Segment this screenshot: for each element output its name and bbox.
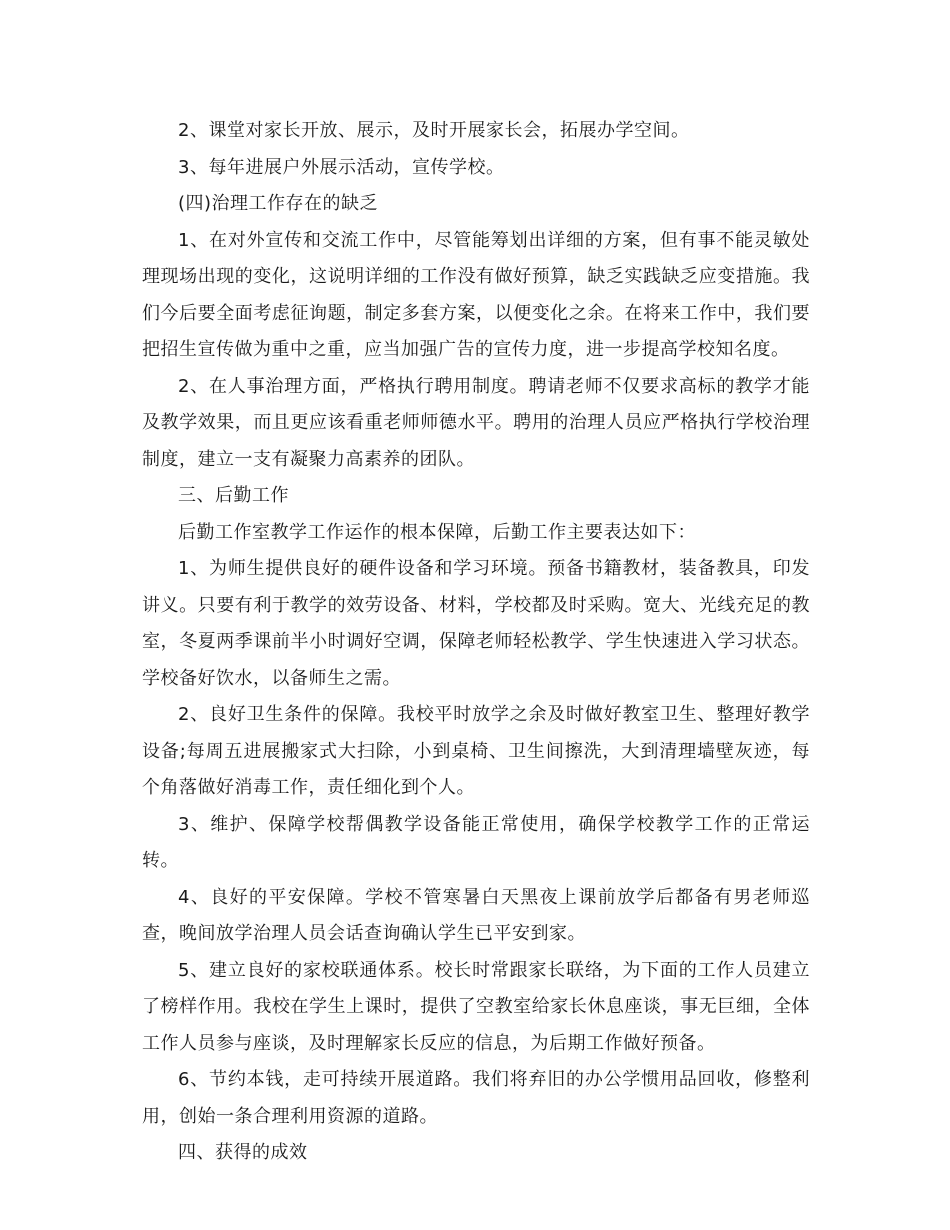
paragraph-cost-saving: 6、节约本钱，走可持续开展道路。我们将弃旧的办公学惯用品回收，修整利用，创始一条合理利用资源的道路。	[142, 1069, 810, 1127]
paragraph-safety: 4、良好的平安保障。学校不管寒暑白天黑夜上课前放学后都备有男老师巡查，晚间放学治理人员会话查询确认学生已平安到家。	[142, 886, 810, 944]
section-heading-management-shortcomings: (四)治理工作存在的缺乏	[178, 193, 379, 214]
paragraph-outdoor-activities: 3、每年进展户外展示活动，宣传学校。	[178, 156, 505, 178]
section-heading-achievements: 四、获得的成效	[178, 1142, 308, 1163]
paragraph-open-classroom: 2、课堂对家长开放、展示，及时开展家长会，拓展办学空间。	[178, 120, 690, 141]
paragraph-hardware-environment: 1、为师生提供良好的硬件设备和学习环境。预备书籍教材，装备教具，印发讲义。只要有利于教学的效劳设备、材料，学校都及时采购。宽大、光线充足的教室，冬夏两季课前半小时调好空调，保障老师轻松教学、学生快速进入学习状态。学校备好饮水，以备师生之需。	[142, 558, 810, 689]
paragraph-logistics-intro: 后勤工作室教学工作运作的根本保障，后勤工作主要表达如下：	[178, 521, 696, 543]
paragraph-equipment-maintenance: 3、维护、保障学校帮偶教学设备能正常使用，确保学校教学工作的正常运转。	[142, 813, 810, 871]
paragraph-publicity-shortcoming: 1、在对外宣传和交流工作中，尽管能筹划出详细的方案，但有事不能灵敏处理现场出现的变化，这说明详细的工作没有做好预算，缺乏实践缺乏应变措施。我们今后要全面考虑征询题，制定多套方案，以便变化之余。在将来工作中，我们要把招生宣传做为重中之重，应当加强广告的宣传力度，进一步提高学校知名度。	[142, 229, 810, 360]
document-body	[142, 113, 810, 1172]
paragraph-home-school-communication: 5、建立良好的家校联通体系。校长时常跟家长联络，为下面的工作人员建立了榜样作用。我校在学生上课时，提供了空教室给家长休息座谈，事无巨细，全体工作人员参与座谈，及时理解家长反应的信息，为后期工作做好预备。	[142, 959, 810, 1054]
section-heading-logistics: 三、后勤工作	[178, 485, 289, 506]
paragraph-hygiene: 2、良好卫生条件的保障。我校平时放学之余及时做好教室卫生、整理好教学设备;每周五进展搬家式大扫除，小到桌椅、卫生间擦洗，大到清理墙壁灰迹，每个角落做好消毒工作，责任细化到个人。	[142, 704, 810, 798]
paragraph-personnel-management: 2、在人事治理方面，严格执行聘用制度。聘请老师不仅要求高标的教学才能及教学效果，而且更应该看重老师师德水平。聘用的治理人员应严格执行学校治理制度，建立一支有凝聚力高素养的团队。	[142, 375, 810, 470]
